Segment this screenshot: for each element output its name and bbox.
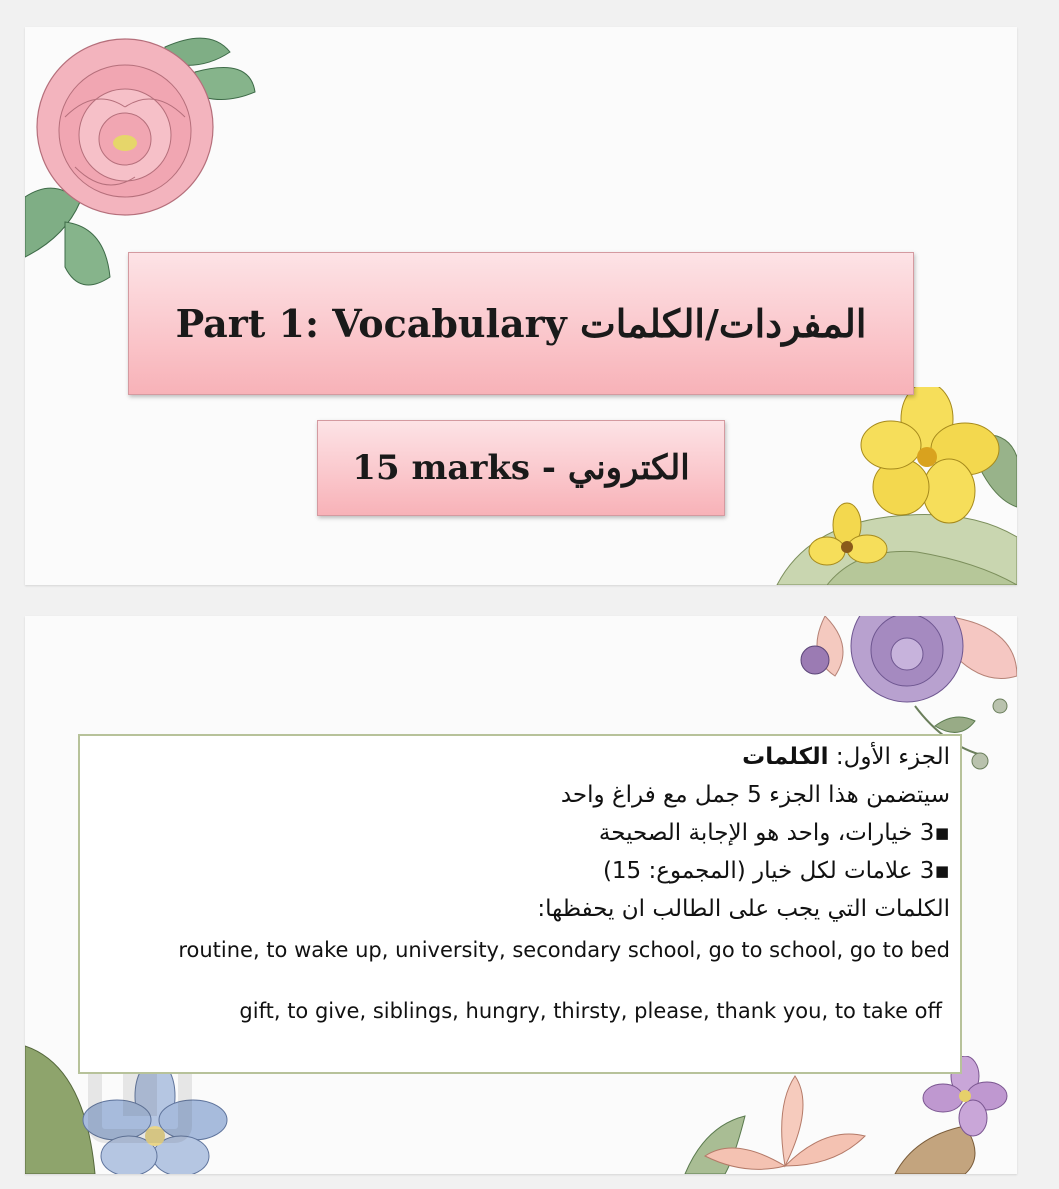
words-list-line1: routine, to wake up, university, secondary school, go to school, go to bed xyxy=(178,938,950,962)
slide-title: Part 1: Vocabulary المفردات/الكلمات xyxy=(175,301,867,346)
description-line: سيتضمن هذا الجزء 5 جمل مع فراغ واحد xyxy=(560,782,950,808)
content-box xyxy=(78,734,962,1074)
title-box xyxy=(128,252,914,395)
marks-subtitle: 15 marks - الكتروني xyxy=(352,448,690,488)
yellow-flowers-decoration xyxy=(767,387,1017,585)
title-slide xyxy=(25,27,1017,585)
words-list-line2: gift, to give, siblings, hungry, thirsty, please, thank you, to take off xyxy=(239,999,942,1023)
marks-box xyxy=(317,420,725,516)
bullet-options: ▪3 خيارات، واحد هو الإجابة الصحيحة xyxy=(598,820,950,846)
section-heading: الجزء الأول: الكلمات xyxy=(742,744,950,770)
content-slide xyxy=(25,616,1017,1174)
words-intro: الكلمات التي يجب على الطالب ان يحفظها: xyxy=(537,896,950,922)
bullet-marks: ▪3 علامات لكل خيار (المجموع: 15) xyxy=(602,858,950,884)
